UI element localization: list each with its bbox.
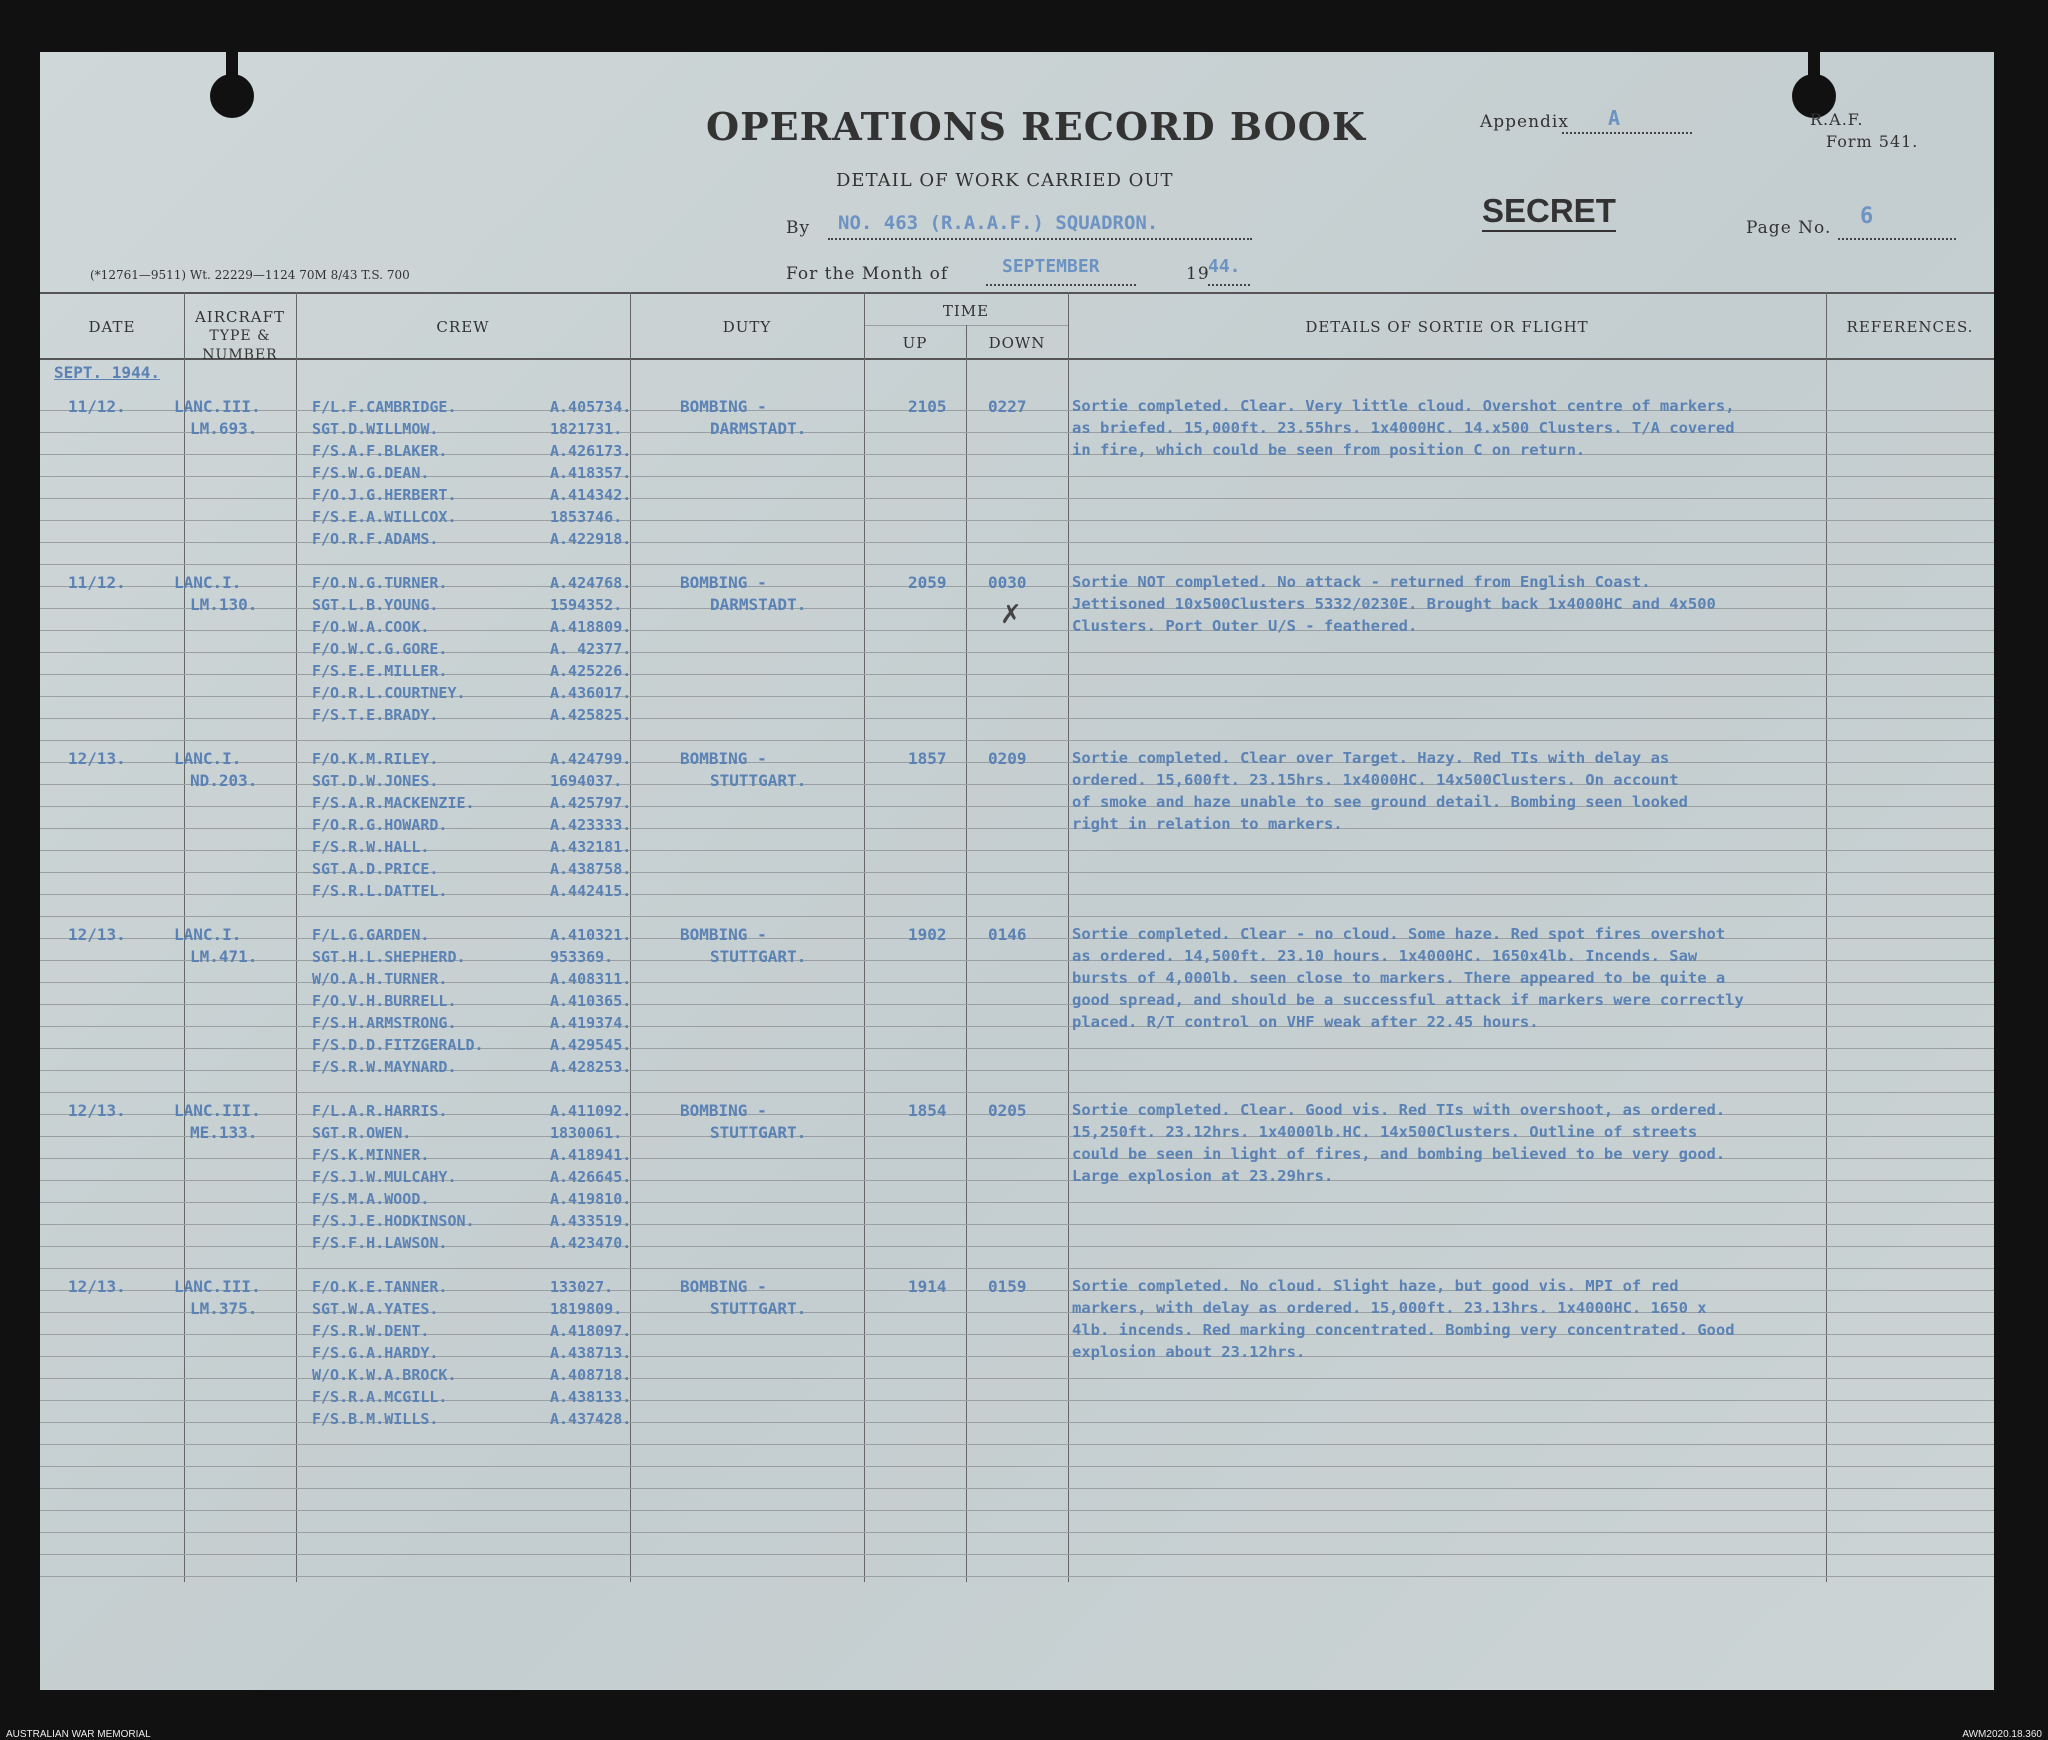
ruled-line xyxy=(40,1510,1994,1511)
crew-service-number: A.438133. xyxy=(550,1388,632,1406)
crew-service-number: 1694037. xyxy=(550,772,623,790)
appendix-field xyxy=(1562,108,1692,134)
aircraft-type: LANC.I. xyxy=(174,749,242,768)
crew-service-number: A.419810. xyxy=(550,1190,632,1208)
crew-name: F/O.K.E.TANNER. xyxy=(312,1278,448,1296)
crew-name: F/S.R.W.HALL. xyxy=(312,838,430,856)
record-sheet xyxy=(40,52,1994,1690)
sortie-detail-line: explosion about 23.12hrs. xyxy=(1072,1343,1306,1361)
sortie-detail-line: as ordered. 14,500ft. 23.10 hours. 1x4000HC. 1650x4lb. Incends. Saw xyxy=(1072,947,1698,965)
footer-right: AWM2020.18.360 xyxy=(1962,1729,2042,1740)
crew-name: F/O.J.G.HERBERT. xyxy=(312,486,457,504)
crew-service-number: A. 42377. xyxy=(550,640,632,658)
crew-name: F/L.A.R.HARRIS. xyxy=(312,1102,448,1120)
sortie-detail-line: good spread, and should be a successful attack if markers were correctly xyxy=(1072,991,1744,1009)
header-duty: DUTY xyxy=(722,318,772,336)
by-value: NO. 463 (R.A.A.F.) SQUADRON. xyxy=(838,212,1159,234)
crew-name: F/S.J.E.HODKINSON. xyxy=(312,1212,475,1230)
crew-name: SGT.R.OWEN. xyxy=(312,1124,412,1142)
footer-left: AUSTRALIAN WAR MEMORIAL xyxy=(6,1729,151,1740)
aircraft-number: ME.133. xyxy=(190,1123,258,1142)
crew-service-number: A.425797. xyxy=(550,794,632,812)
col-divider-details xyxy=(1826,292,1827,1582)
crew-name: F/S.R.W.DENT. xyxy=(312,1322,430,1340)
ruled-line xyxy=(40,1532,1994,1533)
crew-service-number: A.433519. xyxy=(550,1212,632,1230)
crew-name: F/S.K.MINNER. xyxy=(312,1146,430,1164)
ruled-line xyxy=(40,740,1994,741)
header-up: UP xyxy=(902,334,928,352)
crew-name: F/O.K.M.RILEY. xyxy=(312,750,439,768)
crew-service-number: A.410321. xyxy=(550,926,632,944)
crew-service-number: 1594352. xyxy=(550,596,623,614)
by-label: By xyxy=(786,218,811,238)
aircraft-type: LANC.III. xyxy=(174,1101,261,1120)
crew-service-number: A.418941. xyxy=(550,1146,632,1164)
time-down: 0159 xyxy=(988,1277,1027,1296)
sortie-detail-line: 4lb. incends. Red marking concentrated. Bombing very concentrated. Good xyxy=(1072,1321,1735,1339)
crew-service-number: A.438713. xyxy=(550,1344,632,1362)
sortie-detail-line: of smoke and haze unable to see ground detail. Bombing seen looked xyxy=(1072,793,1688,811)
table-top-border xyxy=(40,292,1994,294)
crew-service-number: A.424799. xyxy=(550,750,632,768)
entry-date: 11/12. xyxy=(68,573,126,592)
crew-name: F/S.E.A.WILLCOX. xyxy=(312,508,457,526)
crew-service-number: A.418357. xyxy=(550,464,632,482)
crew-service-number: A.422918. xyxy=(550,530,632,548)
sortie-detail-line: Sortie completed. Clear over Target. Hazy. Red TIs with delay as xyxy=(1072,749,1670,767)
time-down: 0030 xyxy=(988,573,1027,592)
crew-service-number: 133027. xyxy=(550,1278,614,1296)
col-divider-down xyxy=(1068,292,1069,1582)
crew-service-number: A.405734. xyxy=(550,398,632,416)
page-field xyxy=(1838,214,1956,240)
sortie-detail-line: Sortie completed. Clear. Very little cloud. Overshot centre of markers, xyxy=(1072,397,1735,415)
sortie-detail-line: Sortie NOT completed. No attack - returned from English Coast. xyxy=(1072,573,1651,591)
time-down: 0205 xyxy=(988,1101,1027,1120)
month-value: SEPTEMBER xyxy=(1002,256,1100,277)
crew-service-number: A.437428. xyxy=(550,1410,632,1428)
ruled-line xyxy=(40,1444,1994,1445)
aircraft-number: LM.130. xyxy=(190,595,258,614)
entry-date: 12/13. xyxy=(68,1277,126,1296)
crew-name: F/O.V.H.BURRELL. xyxy=(312,992,457,1010)
crew-name: SGT.L.B.YOUNG. xyxy=(312,596,439,614)
time-up: 1857 xyxy=(908,749,947,768)
header-details: DETAILS OF SORTIE OR FLIGHT xyxy=(1305,318,1589,336)
crew-service-number: A.425825. xyxy=(550,706,632,724)
crew-name: F/O.W.A.COOK. xyxy=(312,618,430,636)
ruled-line xyxy=(40,1576,1994,1577)
entry-date: 12/13. xyxy=(68,1101,126,1120)
crew-name: F/S.E.E.MILLER. xyxy=(312,662,448,680)
crew-name: SGT.W.A.YATES. xyxy=(312,1300,439,1318)
crew-service-number: 1819809. xyxy=(550,1300,623,1318)
crew-service-number: A.411092. xyxy=(550,1102,632,1120)
crew-service-number: A.408718. xyxy=(550,1366,632,1384)
sortie-detail-line: Sortie completed. No cloud. Slight haze, but good vis. MPI of red xyxy=(1072,1277,1679,1295)
sortie-detail-line: Clusters. Port Outer U/S - feathered. xyxy=(1072,617,1418,635)
crew-name: F/S.A.F.BLAKER. xyxy=(312,442,448,460)
sortie-detail-line: markers, with delay as ordered. 15,000ft. 23.13hrs. 1x4000HC. 1650 x xyxy=(1072,1299,1707,1317)
crew-name: F/O.N.G.TURNER. xyxy=(312,574,448,592)
header-date: DATE xyxy=(88,318,136,336)
time-up: 1914 xyxy=(908,1277,947,1296)
time-up: 1902 xyxy=(908,925,947,944)
aircraft-type: LANC.III. xyxy=(174,397,261,416)
col-divider-duty xyxy=(864,292,865,1582)
time-down: 0209 xyxy=(988,749,1027,768)
crew-service-number: A.423470. xyxy=(550,1234,632,1252)
header-aircraft-line2: TYPE & NUMBER xyxy=(202,328,278,363)
year-value: 44. xyxy=(1208,256,1241,277)
sortie-detail-line: Sortie completed. Clear. Good vis. Red TIs with overshoot, as ordered. xyxy=(1072,1101,1726,1119)
crew-name: F/O.R.F.ADAMS. xyxy=(312,530,439,548)
aircraft-number: ND.203. xyxy=(190,771,258,790)
crew-service-number: 1830061. xyxy=(550,1124,623,1142)
col-divider-up xyxy=(966,325,967,1582)
aircraft-type: LANC.III. xyxy=(174,1277,261,1296)
aircraft-number: LM.375. xyxy=(190,1299,258,1318)
sortie-detail-line: could be seen in light of fires, and bombing believed to be very good. xyxy=(1072,1145,1726,1163)
crew-name: F/S.W.G.DEAN. xyxy=(312,464,430,482)
crew-name: F/S.M.A.WOOD. xyxy=(312,1190,430,1208)
crew-name: F/S.H.ARMSTRONG. xyxy=(312,1014,457,1032)
col-divider-aircraft xyxy=(296,292,297,1582)
crew-name: F/S.R.W.MAYNARD. xyxy=(312,1058,457,1076)
crew-name: F/O.R.L.COURTNEY. xyxy=(312,684,466,702)
sortie-detail-line: ordered. 15,600ft. 23.15hrs. 1x4000HC. 14x500Clusters. On account xyxy=(1072,771,1679,789)
crew-service-number: A.428253. xyxy=(550,1058,632,1076)
page-label: Page No. xyxy=(1746,218,1832,238)
duty-line2: STUTTGART. xyxy=(710,1299,807,1318)
crew-service-number: A.418097. xyxy=(550,1322,632,1340)
crew-service-number: A.436017. xyxy=(550,684,632,702)
sortie-detail-line: Sortie completed. Clear - no cloud. Some haze. Red spot fires overshot xyxy=(1072,925,1726,943)
page-value: 6 xyxy=(1860,204,1874,229)
duty-line2: STUTTGART. xyxy=(710,771,807,790)
crew-service-number: A.429545. xyxy=(550,1036,632,1054)
entry-date: 12/13. xyxy=(68,749,126,768)
time-down: 0146 xyxy=(988,925,1027,944)
crew-service-number: A.426173. xyxy=(550,442,632,460)
crew-name: F/L.F.CAMBRIDGE. xyxy=(312,398,457,416)
year-prefix: 19 xyxy=(1186,264,1210,284)
sortie-detail-line: as briefed. 15,000ft. 23.55hrs. 1x4000HC. 14.x500 Clusters. T/A covered xyxy=(1072,419,1735,437)
crew-name: F/S.B.M.WILLS. xyxy=(312,1410,439,1428)
crew-name: F/O.R.G.HOWARD. xyxy=(312,816,448,834)
print-code: (*12761—9511) Wt. 22229—1124 70M 8/43 T.S. 700 xyxy=(90,268,410,282)
appendix-label: Appendix xyxy=(1480,112,1569,132)
duty-line2: STUTTGART. xyxy=(710,947,807,966)
duty-line1: BOMBING - xyxy=(680,1101,767,1120)
form-ref-line2: Form 541. xyxy=(1826,132,1919,151)
duty-line1: BOMBING - xyxy=(680,925,767,944)
time-up: 1854 xyxy=(908,1101,947,1120)
crew-service-number: A.408311. xyxy=(550,970,632,988)
crew-service-number: A.426645. xyxy=(550,1168,632,1186)
crew-name: F/S.D.D.FITZGERALD. xyxy=(312,1036,484,1054)
crew-name: SGT.H.L.SHEPHERD. xyxy=(312,948,466,966)
crew-service-number: A.419374. xyxy=(550,1014,632,1032)
entry-date: 11/12. xyxy=(68,397,126,416)
crew-name: F/S.R.L.DATTEL. xyxy=(312,882,448,900)
crew-service-number: A.410365. xyxy=(550,992,632,1010)
duty-line1: BOMBING - xyxy=(680,573,767,592)
aircraft-type: LANC.I. xyxy=(174,925,242,944)
time-up: 2105 xyxy=(908,397,947,416)
aircraft-number: LM.471. xyxy=(190,947,258,966)
entry-date: 12/13. xyxy=(68,925,126,944)
sortie-detail-line: 15,250ft. 23.12hrs. 1x4000lb.HC. 14x500Clusters. Outline of streets xyxy=(1072,1123,1698,1141)
crew-service-number: A.414342. xyxy=(550,486,632,504)
crew-name: F/S.A.R.MACKENZIE. xyxy=(312,794,475,812)
crew-service-number: 1821731. xyxy=(550,420,623,438)
crew-name: F/S.T.E.BRADY. xyxy=(312,706,439,724)
aircraft-number: LM.693. xyxy=(190,419,258,438)
form-title: OPERATIONS RECORD BOOK xyxy=(706,104,1366,149)
crew-service-number: A.438758. xyxy=(550,860,632,878)
crew-name: W/O.K.W.A.BROCK. xyxy=(312,1366,457,1384)
crew-service-number: A.424768. xyxy=(550,574,632,592)
duty-line1: BOMBING - xyxy=(680,749,767,768)
duty-line1: BOMBING - xyxy=(680,1277,767,1296)
crew-name: W/O.A.H.TURNER. xyxy=(312,970,448,988)
crew-name: F/S.F.H.LAWSON. xyxy=(312,1234,448,1252)
duty-line2: STUTTGART. xyxy=(710,1123,807,1142)
aircraft-type: LANC.I. xyxy=(174,573,242,592)
binder-hole-left xyxy=(210,74,254,118)
form-subtitle: DETAIL OF WORK CARRIED OUT xyxy=(836,170,1174,191)
form-ref-line1: R.A.F. xyxy=(1810,110,1864,129)
sortie-detail-line: placed. R/T control on VHF weak after 22.45 hours. xyxy=(1072,1013,1539,1031)
crew-service-number: 953369. xyxy=(550,948,614,966)
header-bottom-border xyxy=(40,358,1994,360)
time-up: 2059 xyxy=(908,573,947,592)
sortie-detail-line: in fire, which could be seen from position C on return. xyxy=(1072,441,1586,459)
crew-service-number: A.442415. xyxy=(550,882,632,900)
ruled-line xyxy=(40,564,1994,565)
duty-line2: DARMSTADT. xyxy=(710,419,807,438)
duty-line2: DARMSTADT. xyxy=(710,595,807,614)
crew-name: F/O.W.C.G.GORE. xyxy=(312,640,448,658)
month-heading: SEPT. 1944. xyxy=(54,363,160,382)
sortie-detail-line: Large explosion at 23.29hrs. xyxy=(1072,1167,1334,1185)
ruled-line xyxy=(40,916,1994,917)
secret-stamp: SECRET xyxy=(1482,192,1616,232)
time-down: 0227 xyxy=(988,397,1027,416)
crew-name: F/S.G.A.HARDY. xyxy=(312,1344,439,1362)
crew-name: SGT.D.W.JONES. xyxy=(312,772,439,790)
crew-name: F/L.G.GARDEN. xyxy=(312,926,430,944)
ruled-line xyxy=(40,1466,1994,1467)
duty-line1: BOMBING - xyxy=(680,397,767,416)
sortie-detail-line: bursts of 4,000lb. seen close to markers. There appeared to be quite a xyxy=(1072,969,1726,987)
crew-name: F/S.J.W.MULCAHY. xyxy=(312,1168,457,1186)
month-label: For the Month of xyxy=(786,264,949,284)
header-time: TIME xyxy=(942,302,990,320)
ruled-line xyxy=(40,1488,1994,1489)
crew-service-number: A.425226. xyxy=(550,662,632,680)
ruled-line xyxy=(40,1554,1994,1555)
header-down: DOWN xyxy=(988,334,1046,352)
header-crew: CREW xyxy=(436,318,490,336)
ruled-line xyxy=(40,1268,1994,1269)
appendix-value: A xyxy=(1608,106,1621,130)
crew-name: F/S.R.A.MCGILL. xyxy=(312,1388,448,1406)
crew-name: SGT.A.D.PRICE. xyxy=(312,860,439,878)
ruled-line xyxy=(40,1092,1994,1093)
hand-tick-mark: ✗ xyxy=(1000,600,1022,630)
header-aircraft-line1: AIRCRAFT xyxy=(194,308,286,326)
sortie-detail-line: Jettisoned 10x500Clusters 5332/0230E. Brought back 1x4000HC and 4x500 xyxy=(1072,595,1716,613)
sortie-detail-line: right in relation to markers. xyxy=(1072,815,1343,833)
header-references: REFERENCES. xyxy=(1846,318,1974,336)
crew-service-number: 1853746. xyxy=(550,508,623,526)
crew-service-number: A.432181. xyxy=(550,838,632,856)
crew-service-number: A.418809. xyxy=(550,618,632,636)
crew-service-number: A.423333. xyxy=(550,816,632,834)
crew-name: SGT.D.WILLMOW. xyxy=(312,420,439,438)
